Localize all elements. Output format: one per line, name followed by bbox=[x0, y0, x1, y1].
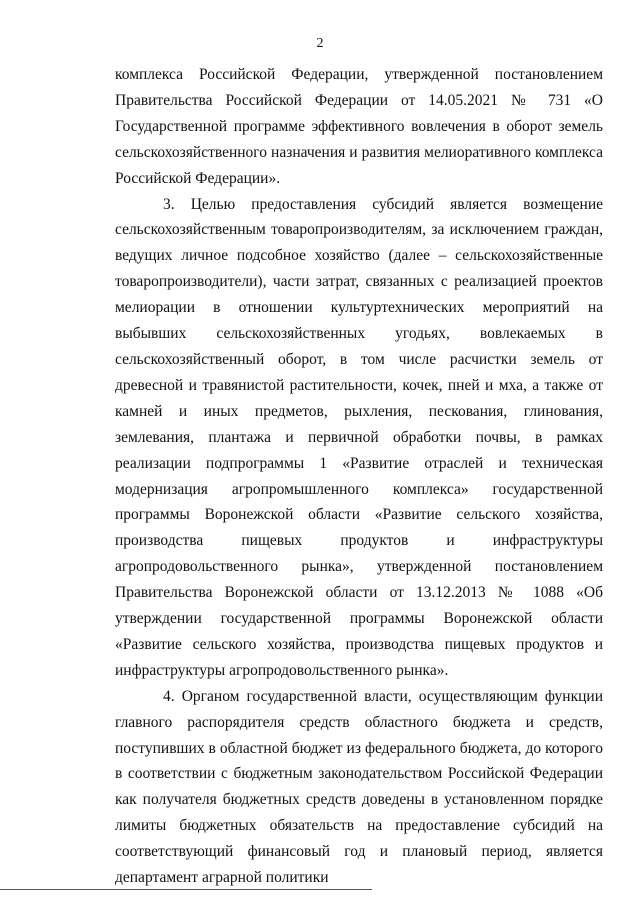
paragraph-4: 4. Органом государственной власти, осуществляющим функции главного распорядителя средств областного бюджета и средств, поступивших в областной бюджет из федерального бюджета, до которого в соответствии с бюджетным законодательством Российской Федерации как получателя бюджетных средств доведены в установленном порядке лимиты бюджетных обязательств на предоставление субсидий на соответствующий финансовый год и плановый период, является департамент аграрной политики bbox=[115, 687, 603, 887]
paragraph-continuation: комплекса Российской Федерации, утвержденной постановлением Правительства Российской Федерации от 14.05.2021 № 731 «О Государственной программе эффективного вовлечения в оборот земель сельскохозяйственного назначения и развития мелиоративного комплекса Российской Федерации». bbox=[115, 66, 603, 187]
page-number: 2 bbox=[316, 36, 324, 51]
footer-rule bbox=[0, 889, 372, 890]
paragraph-3: 3. Целью предоставления субсидий является возмещение сельскохозяйственным товаропроизводителям, за исключением граждан, ведущих личное подсобное хозяйство (далее – сельскохозяйственные товаропроизводители), части затрат, связанных с реализацией проектов мелиорации в отношении культуртехнических мероприятий на выбывших сельскохозяйственных угодьях, вовлекаемых в сельскохозяйственный оборот, в том числе расчистки земель от древесной и травянистой растительности, кочек, пней и мха, а также от камней и иных предметов, рыхления, пескования, глинования, землевания, плантажа и первичной обработки почвы, в рамках реализации подпрограммы 1 «Развитие отраслей и техническая модернизация агропромышленного комплекса» государственной программы Воронежской области «Развитие сельского хозяйства, производства пищевых продуктов и инфраструктуры агропродовольственного рынка», утвержденной постановлением Правительства Воронежской области от 13.12.2013 № 1088 «Об утверждении государственной программы Воронежской области «Развитие сельского хозяйства, производства пищевых продуктов и инфраструктуры агропродовольственного рынка». bbox=[115, 195, 603, 679]
document-body bbox=[115, 62, 603, 891]
